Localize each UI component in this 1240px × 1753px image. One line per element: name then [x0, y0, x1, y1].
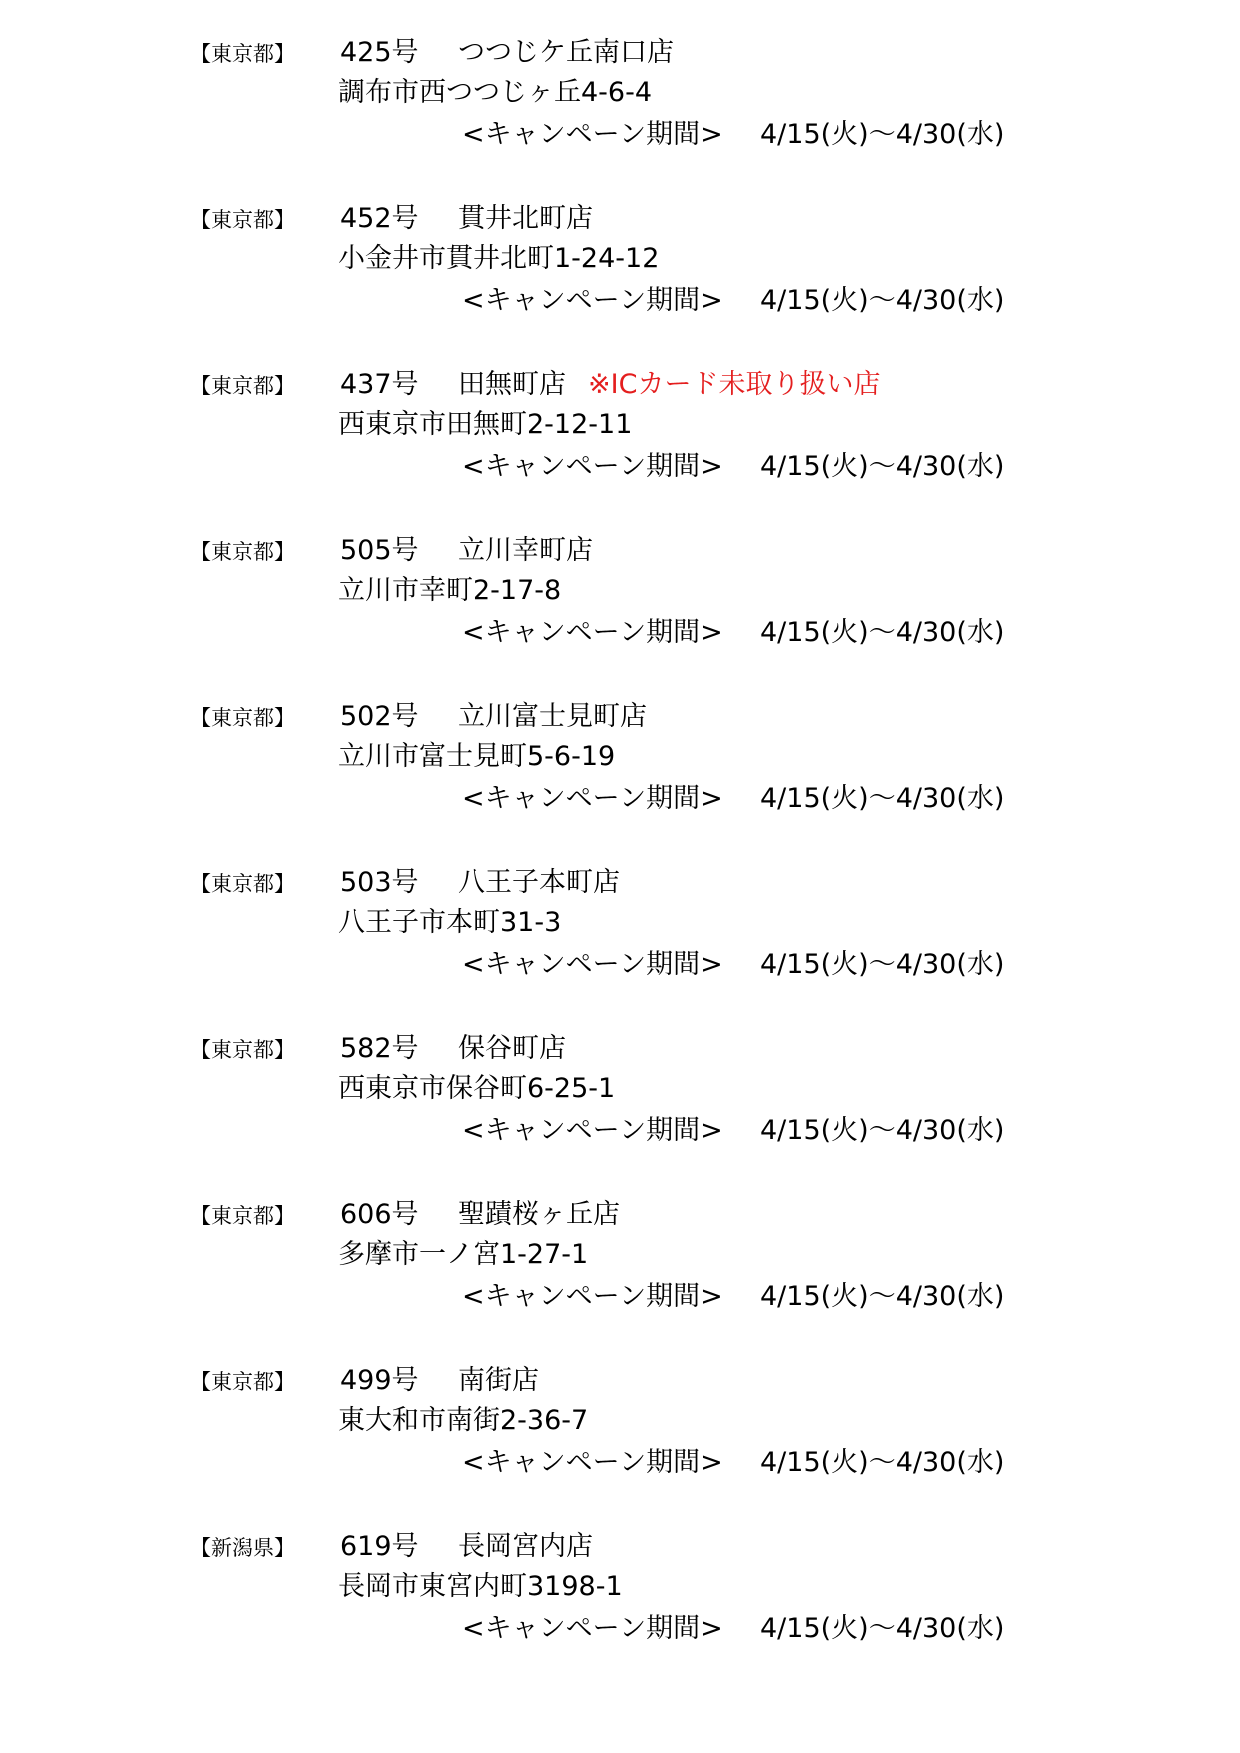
campaign-period: 4/15(火)～4/30(水)	[760, 1281, 1005, 1312]
store-header	[340, 697, 647, 737]
store-number: 425号	[340, 37, 419, 68]
prefecture-label: 【東京都】	[190, 1370, 295, 1394]
store-header	[340, 531, 593, 571]
campaign-label: <キャンペーン期間>	[462, 1115, 723, 1146]
store-number: 606号	[340, 1199, 419, 1230]
campaign-period: 4/15(火)～4/30(水)	[760, 451, 1005, 482]
campaign-label: <キャンペーン期間>	[462, 451, 723, 482]
store-name: つつじケ丘南口店	[458, 37, 674, 68]
store-list	[0, 33, 1240, 1693]
store-address: 八王子市本町31-3	[338, 907, 562, 938]
store-entry	[0, 697, 1240, 863]
store-name: 貫井北町店	[458, 203, 593, 234]
store-name: 立川富士見町店	[458, 701, 647, 732]
store-name: 長岡宮内店	[458, 1531, 593, 1562]
campaign-period: 4/15(火)～4/30(水)	[760, 783, 1005, 814]
store-entry	[0, 863, 1240, 1029]
store-header	[340, 1361, 539, 1401]
store-name: 立川幸町店	[458, 535, 593, 566]
store-address: 調布市西つつじヶ丘4-6-4	[338, 77, 653, 108]
campaign-period: 4/15(火)～4/30(水)	[760, 285, 1005, 316]
store-header	[340, 199, 593, 239]
store-number: 452号	[340, 203, 419, 234]
store-entry	[0, 531, 1240, 697]
prefecture-label: 【東京都】	[190, 208, 295, 232]
campaign-label: <キャンペーン期間>	[462, 285, 723, 316]
store-header	[340, 1527, 593, 1567]
store-name: 田無町店	[458, 369, 566, 400]
campaign-label: <キャンペーン期間>	[462, 1613, 723, 1644]
campaign-period: 4/15(火)～4/30(水)	[760, 1613, 1005, 1644]
store-entry	[0, 1195, 1240, 1361]
campaign-label: <キャンペーン期間>	[462, 119, 723, 150]
ic-card-note: ※ICカード未取り扱い店	[588, 369, 881, 400]
prefecture-label: 【東京都】	[190, 42, 295, 66]
campaign-period: 4/15(火)～4/30(水)	[760, 949, 1005, 980]
store-address: 小金井市貫井北町1-24-12	[338, 243, 660, 274]
store-name: 聖蹟桜ヶ丘店	[458, 1199, 620, 1230]
store-address: 立川市幸町2-17-8	[338, 575, 562, 606]
store-number: 503号	[340, 867, 419, 898]
store-number: 499号	[340, 1365, 419, 1396]
store-number: 502号	[340, 701, 419, 732]
store-address: 西東京市田無町2-12-11	[338, 409, 633, 440]
store-number: 582号	[340, 1033, 419, 1064]
campaign-period: 4/15(火)～4/30(水)	[760, 617, 1005, 648]
prefecture-label: 【東京都】	[190, 540, 295, 564]
store-address: 東大和市南街2-36-7	[338, 1405, 589, 1436]
campaign-period: 4/15(火)～4/30(水)	[760, 119, 1005, 150]
store-header	[340, 1195, 620, 1235]
store-name: 八王子本町店	[458, 867, 620, 898]
store-name: 南街店	[458, 1365, 539, 1396]
store-entry	[0, 1527, 1240, 1693]
prefecture-label: 【東京都】	[190, 706, 295, 730]
store-address: 立川市富士見町5-6-19	[338, 741, 616, 772]
store-header	[340, 33, 674, 73]
store-entry	[0, 365, 1240, 531]
campaign-period: 4/15(火)～4/30(水)	[760, 1447, 1005, 1478]
store-address: 長岡市東宮内町3198-1	[338, 1571, 623, 1602]
store-entry	[0, 1029, 1240, 1195]
campaign-label: <キャンペーン期間>	[462, 949, 723, 980]
store-entry	[0, 33, 1240, 199]
store-number: 437号	[340, 369, 419, 400]
campaign-label: <キャンペーン期間>	[462, 617, 723, 648]
store-entry	[0, 1361, 1240, 1527]
store-name: 保谷町店	[458, 1033, 566, 1064]
store-address: 西東京市保谷町6-25-1	[338, 1073, 616, 1104]
campaign-label: <キャンペーン期間>	[462, 1447, 723, 1478]
prefecture-label: 【新潟県】	[190, 1536, 295, 1560]
prefecture-label: 【東京都】	[190, 872, 295, 896]
store-header	[340, 863, 620, 903]
campaign-period: 4/15(火)～4/30(水)	[760, 1115, 1005, 1146]
store-header	[340, 1029, 566, 1069]
prefecture-label: 【東京都】	[190, 1204, 295, 1228]
prefecture-label: 【東京都】	[190, 374, 295, 398]
campaign-label: <キャンペーン期間>	[462, 783, 723, 814]
campaign-label: <キャンペーン期間>	[462, 1281, 723, 1312]
store-number: 619号	[340, 1531, 419, 1562]
store-header	[340, 365, 880, 405]
store-number: 505号	[340, 535, 419, 566]
prefecture-label: 【東京都】	[190, 1038, 295, 1062]
store-entry	[0, 199, 1240, 365]
store-address: 多摩市一ノ宮1-27-1	[338, 1239, 589, 1270]
